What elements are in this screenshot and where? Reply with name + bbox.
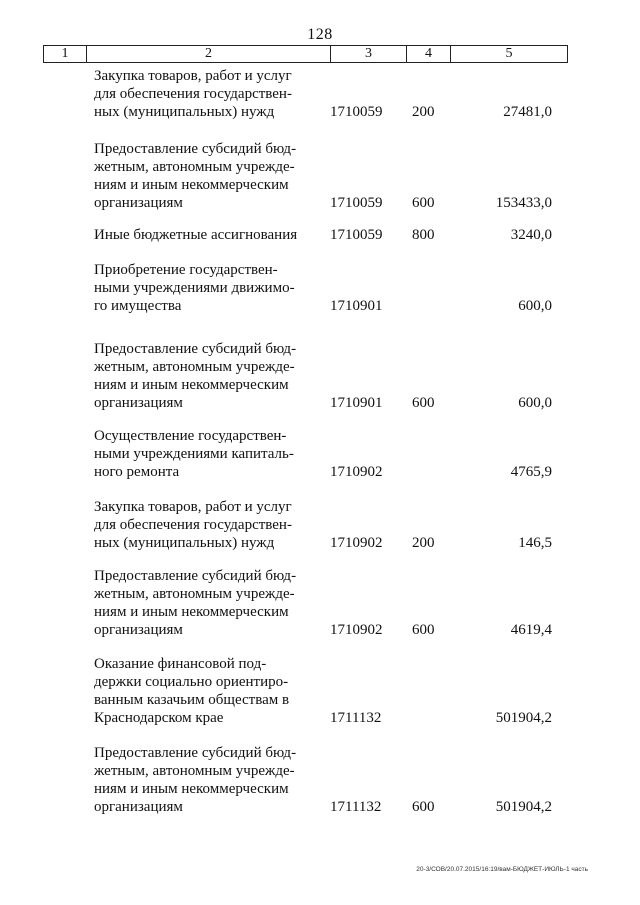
row-description: Оказание финансовой под- держки социально ориентиро- ванным казачьим обществам в Краснодарском крае: [94, 656, 290, 726]
table-row: [0, 226, 640, 261]
table-row: [0, 340, 640, 427]
table-row: [0, 498, 640, 567]
row-description: Закупка товаров, работ и услуг для обеспечения государствен- ных (муниципальных) нужд: [94, 499, 292, 551]
table-row: [0, 427, 640, 498]
row-expense-type: 600: [412, 195, 435, 211]
column-header-table: [43, 45, 568, 63]
page-number: 128: [307, 26, 333, 43]
column-header-5: 5: [451, 46, 568, 63]
row-expense-type: 200: [412, 535, 435, 551]
table-row: [0, 567, 640, 655]
column-header-4: 4: [407, 46, 451, 63]
row-description: Иные бюджетные ассигнования: [94, 227, 298, 243]
column-header-3: 3: [331, 46, 407, 63]
row-description: Предоставление субсидий бюд- жетным, автономным учрежде- ниям и иным некоммерческим организациям: [94, 141, 297, 211]
row-amount: 3240,0: [510, 227, 552, 243]
row-code: 1711132: [330, 799, 382, 815]
row-amount: 4619,4: [510, 622, 552, 638]
row-code: 1710901: [330, 395, 383, 411]
row-description: Приобретение государствен- ными учреждениями движимо- го имущества: [94, 262, 295, 314]
row-amount: 27481,0: [503, 104, 552, 120]
row-amount: 153433,0: [495, 195, 552, 211]
budget-rows: [0, 67, 640, 819]
row-amount: 600,0: [518, 395, 552, 411]
row-description: Предоставление субсидий бюд- жетным, автономным учрежде- ниям и иным некоммерческим организациям: [94, 745, 297, 815]
row-amount: 501904,2: [495, 710, 552, 726]
row-code: 1710902: [330, 464, 383, 480]
column-header-2: 2: [87, 46, 331, 63]
row-expense-type: 200: [412, 104, 435, 120]
column-header-row: [44, 46, 568, 63]
table-row: [0, 67, 640, 140]
table-row: [0, 655, 640, 744]
table-row: [0, 744, 640, 819]
column-header-1: 1: [44, 46, 87, 63]
row-expense-type: 800: [412, 227, 435, 243]
row-amount: 146,5: [518, 535, 552, 551]
row-code: 1710059: [330, 104, 383, 120]
row-amount: 501904,2: [495, 799, 552, 815]
row-description: Осуществление государствен- ными учреждениями капиталь- ного ремонта: [94, 428, 294, 480]
row-expense-type: 600: [412, 622, 435, 638]
table-row: [0, 261, 640, 340]
row-amount: 4765,9: [510, 464, 552, 480]
row-description: Закупка товаров, работ и услуг для обеспечения государствен- ных (муниципальных) нужд: [94, 68, 292, 120]
row-expense-type: 600: [412, 799, 435, 815]
row-description: Предоставление субсидий бюд- жетным, автономным учрежде- ниям и иным некоммерческим организациям: [94, 568, 297, 638]
document-footer: 20-3/СОВ/20.07.2015/16:19/вам-БЮДЖЕТ-ИЮЛЬ-1 часть: [416, 866, 588, 873]
row-code: 1710059: [330, 195, 383, 211]
row-code: 1710902: [330, 535, 383, 551]
row-expense-type: 600: [412, 395, 435, 411]
row-code: 1710901: [330, 298, 383, 314]
table-row: [0, 140, 640, 226]
row-code: 1711132: [330, 710, 382, 726]
row-amount: 600,0: [518, 298, 552, 314]
row-description: Предоставление субсидий бюд- жетным, автономным учрежде- ниям и иным некоммерческим организациям: [94, 341, 297, 411]
row-code: 1710902: [330, 622, 383, 638]
row-code: 1710059: [330, 227, 383, 243]
